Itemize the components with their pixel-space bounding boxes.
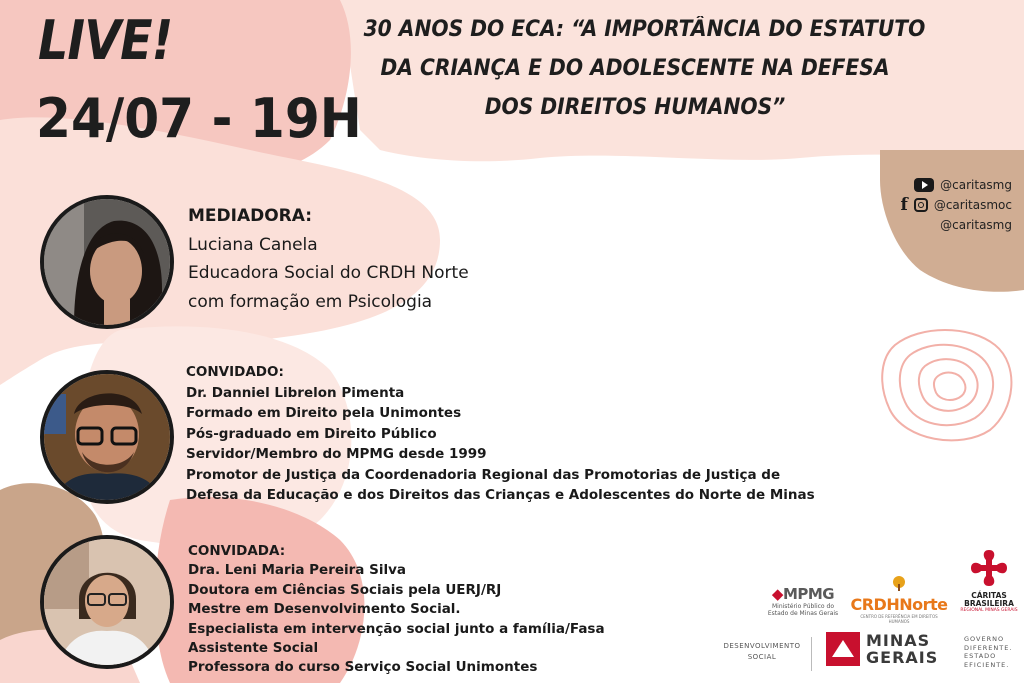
youtube-icon [914, 178, 934, 192]
guest2-detail: Assistente Social [188, 640, 319, 657]
guest1-detail: Defesa da Educação e dos Direitos das Crianças e Adolescentes do Norte de Minas [186, 487, 815, 503]
social-row-facebook[interactable] [901, 195, 1013, 215]
caritas-name-2: BRASILEIRA [964, 599, 1014, 608]
event-title-line-2: DA CRIANÇA E DO ADOLESCENTE NA DEFESA [380, 56, 890, 81]
guest2-detail: Professora do curso Serviço Social Unimontes [188, 659, 538, 676]
guest1-detail: Servidor/Membro do MPMG desde 1999 [186, 446, 487, 462]
logo-divider [811, 637, 812, 671]
guest2-info [188, 542, 605, 678]
dev-line-1: DESENVOLVIMENTO [723, 642, 801, 650]
minas-gerais-logo [826, 632, 938, 666]
desenvolvimento-social-label [716, 641, 808, 663]
event-title-line-1: 30 ANOS DO ECA: “A IMPORTÂNCIA DO ESTATUTO [363, 17, 926, 42]
social-handles [901, 175, 1013, 235]
mediator-role: MEDIADORA: [188, 206, 313, 226]
guest2-detail: Mestre em Desenvolvimento Social. [188, 601, 461, 618]
social-row-instagram[interactable] [901, 215, 1013, 235]
facebook-icon: f [900, 194, 908, 215]
facebook-handle[interactable]: @caritasmoc [933, 198, 1012, 212]
mpmg-logo [766, 585, 840, 617]
guest2-photo [40, 535, 174, 669]
guest1-role: CONVIDADO: [186, 364, 284, 380]
caritas-name-1: CÁRITAS [971, 591, 1007, 600]
guest2-detail: Especialista em intervenção social junto a família/Fasa [188, 620, 605, 637]
caritas-cross-icon [969, 548, 1009, 588]
social-row-youtube[interactable] [901, 175, 1013, 195]
event-title [340, 10, 930, 127]
live-label: LIVE! [38, 9, 173, 72]
mediator-photo [40, 195, 174, 329]
crdh-tree-icon [884, 575, 914, 591]
crdh-norte-logo [850, 575, 948, 624]
mpmg-logo-name: ◆MPMG [771, 585, 835, 603]
crdh-logo-sub: CENTRO DE REFERÊNCIA EM DIREITOS HUMANOS [860, 614, 938, 624]
dev-line-2: SOCIAL [747, 653, 777, 661]
guest2-name: Dra. Leni Maria Pereira Silva [188, 562, 406, 579]
guest2-role: CONVIDADA: [188, 543, 286, 559]
mediator-info [188, 202, 469, 316]
minas-gerais-name: MINAS GERAIS [866, 631, 939, 667]
instagram-handle[interactable]: @caritasmg [940, 218, 1012, 232]
guest1-detail: Formado em Direito pela Unimontes [186, 405, 462, 421]
guest1-detail: Pós-graduado em Direito Público [186, 425, 437, 442]
mediator-detail-1: Educadora Social do CRDH Norte [188, 263, 469, 283]
minas-gerais-emblem-icon [826, 632, 860, 666]
mediator-name: Luciana Canela [188, 234, 318, 255]
guest1-info [186, 362, 815, 506]
event-title-line-3: DOS DIREITOS HUMANOS” [484, 95, 786, 120]
caritas-logo [960, 548, 1018, 613]
governo-slogan: GOVERNO DIFERENTE. ESTADO EFICIENTE. [964, 635, 1013, 669]
mediator-detail-2: com formação em Psicologia [188, 291, 433, 312]
guest1-photo [40, 370, 174, 504]
guest1-detail: Promotor de Justiça da Coordenadoria Regional das Promotorias de Justiça de [186, 466, 781, 483]
caritas-sub: REGIONAL MINAS GERAIS [960, 608, 1018, 613]
youtube-handle[interactable]: @caritasmg [940, 178, 1012, 192]
guest1-name: Dr. Danniel Librelon Pimenta [186, 384, 405, 401]
crdh-logo-name: CRDHNorte [850, 595, 948, 614]
event-date-time: 24/07 - 19H [36, 87, 362, 150]
guest2-detail: Doutora em Ciências Sociais pela UERJ/RJ [188, 581, 502, 598]
mpmg-logo-sub: Ministério Público do Estado de Minas Gerais [767, 603, 839, 617]
instagram-icon [914, 198, 928, 212]
